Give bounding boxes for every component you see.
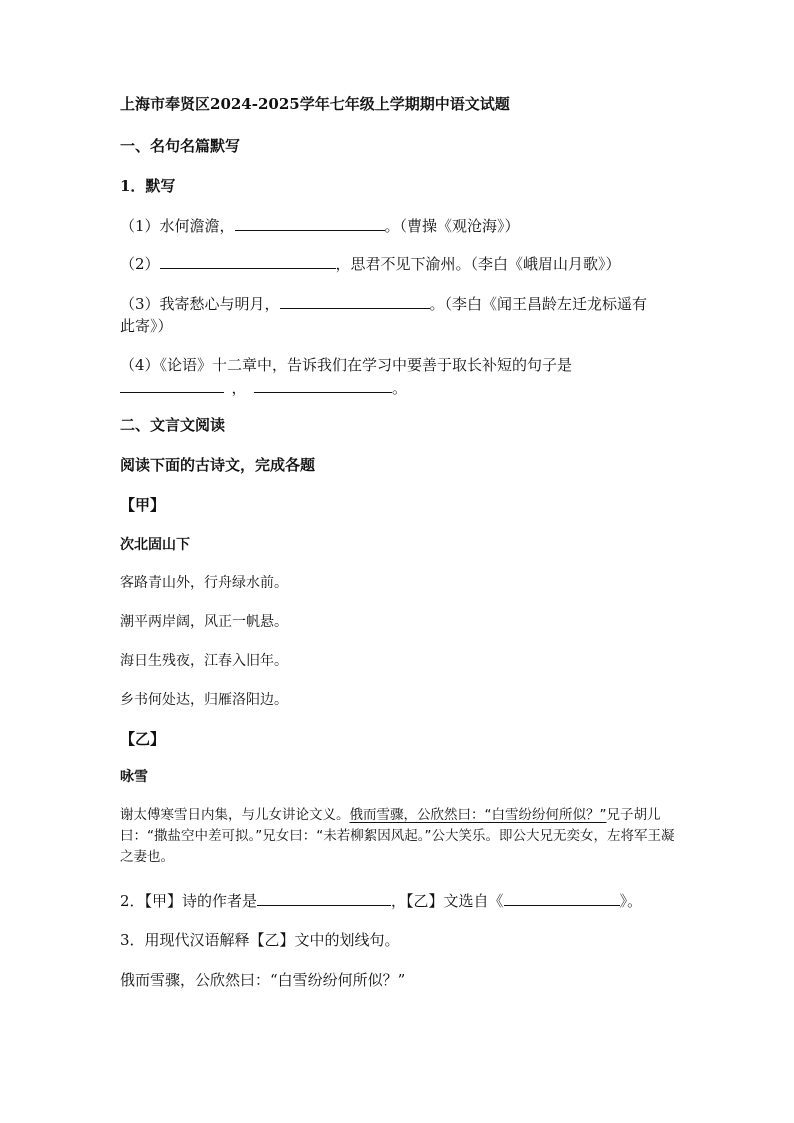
yi-marker: 【乙】 (120, 730, 166, 748)
poem-title: 次北固山下 (120, 537, 190, 553)
fill-item-3-continuation: 此寄》） (120, 317, 173, 335)
question2-part-b: ，【乙】文选自《 (391, 892, 504, 910)
poem-line-3: 海日生残夜，江春入旧年。 (120, 653, 288, 669)
jia-marker: 【甲】 (120, 496, 166, 514)
section2-heading: 二、文言文阅读 (120, 416, 226, 434)
section1-heading: 一、名句名篇默写 (120, 137, 241, 155)
fill-item-3 (120, 292, 647, 316)
reading-instruction: 阅读下面的古诗文，完成各题 (120, 456, 316, 474)
prose-part-1: 谢太傅寒雪日内集，与儿女讲论文义。 (120, 807, 350, 823)
question2-part-a: 2．【甲】诗的作者是 (120, 892, 258, 910)
question3-sentence: 俄而雪骤，公欣然曰：“白雪纷纷何所似？” (120, 971, 406, 989)
answer-blank-4b[interactable] (254, 376, 392, 393)
fill-item-2-prefix: （2） (120, 255, 160, 273)
fill-item-1-suffix: 。（曹操《观沧海》） (384, 217, 520, 235)
document-title: 上海市奉贤区2024-2025学年七年级上学期期中语文试题 (120, 95, 510, 113)
poem-line-4: 乡书何处达，归雁洛阳边。 (120, 692, 288, 708)
fill-item-3-prefix: （3）我寄愁心与明月， (120, 295, 280, 313)
fill-item-3-suffix: 。（李白《闻王昌龄左迁龙标遥有 (429, 295, 648, 313)
answer-blank-1[interactable] (235, 214, 385, 231)
question3: 3．用现代汉语解释【乙】文中的划线句。 (120, 931, 400, 949)
fill-item-1 (120, 214, 520, 238)
fill-item-2 (120, 252, 621, 276)
fill-item-4: （4）《论语》十二章中，告诉我们在学习中要善于取长补短的句子是 (120, 356, 573, 374)
poem-line-1: 客路青山外，行舟绿水前。 (120, 575, 288, 591)
question2-part-c: 》。 (619, 892, 643, 910)
prose-part-2: 兄子胡儿曰：“撒盐空中差可拟。”兄女曰：“未若柳絮因风起。”公大笑乐。即公大兄无奕女，左将军王凝之妻也。 (120, 807, 675, 865)
fill-item-1-prefix: （1）水何澹澹， (120, 217, 235, 235)
question2 (120, 889, 642, 913)
answer-blank-3[interactable] (280, 292, 430, 309)
answer-blank-author[interactable] (257, 889, 391, 906)
fill-item-2-suffix: ，思君不见下渝州。（李白《峨眉山月歌》） (335, 255, 621, 273)
answer-blank-source[interactable] (504, 889, 620, 906)
prose-underlined-sentence: 俄而雪骤，公欣然曰：“白雪纷纷何所似？” (349, 807, 607, 823)
poem-line-2: 潮平两岸阔，风正一帆悬。 (120, 614, 288, 630)
fill-item-4-end: 。 (392, 379, 408, 397)
prose-title: 咏雪 (120, 769, 148, 785)
fill-item-4-comma: ， (231, 379, 247, 397)
answer-blank-2[interactable] (160, 252, 336, 269)
prose-passage (120, 805, 680, 868)
fill-item-4-answer-line (120, 376, 407, 400)
answer-blank-4a[interactable] (120, 376, 224, 393)
question1-label: 1．默写 (120, 177, 176, 195)
